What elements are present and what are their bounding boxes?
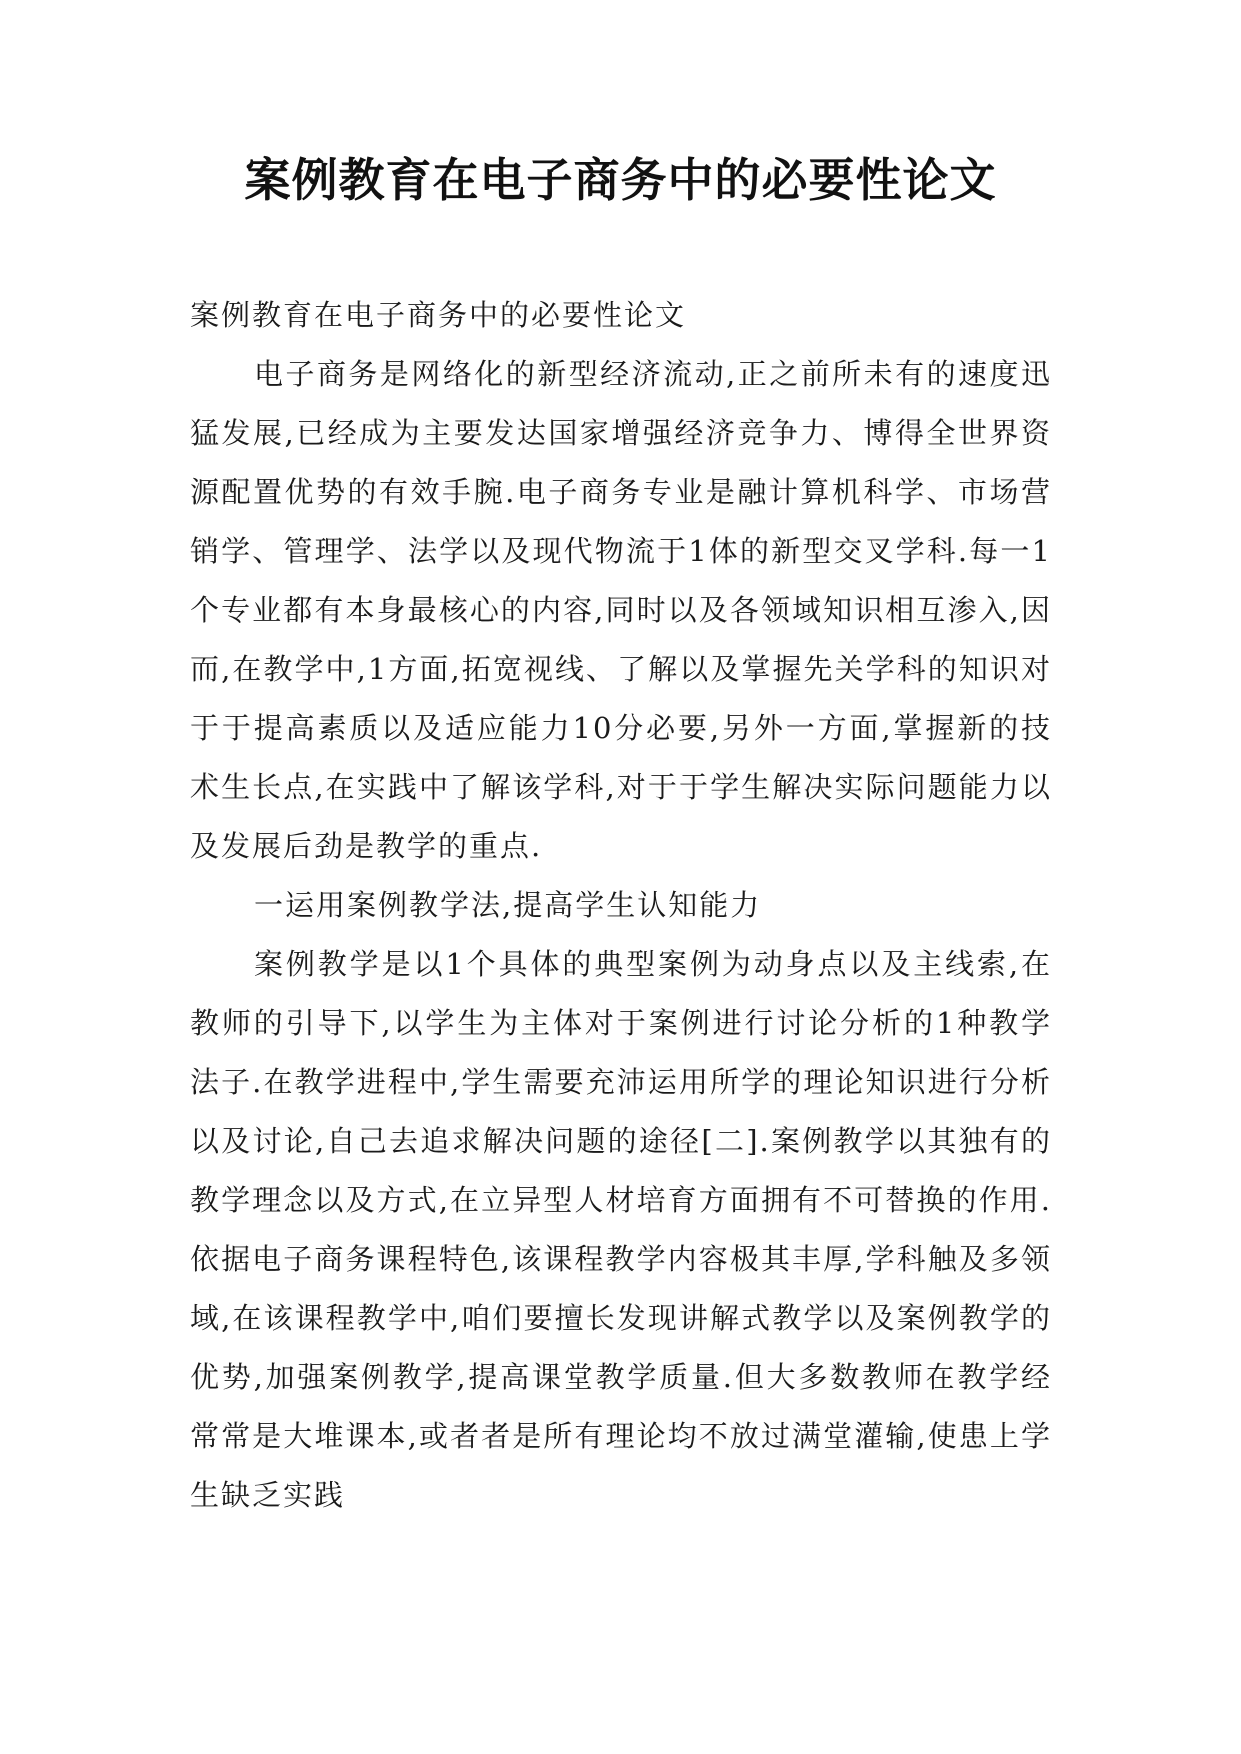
document-body <box>190 286 1052 1525</box>
document-title: 案例教育在电子商务中的必要性论文 <box>244 153 997 207</box>
body-paragraph-heading: 案例教育在电子商务中的必要性论文 <box>190 298 687 332</box>
section-heading: 一运用案例教学法,提高学生认知能力 <box>254 888 762 922</box>
body-paragraph-intro: 电子商务是网络化的新型经济流动,正之前所未有的速度迅猛发展,已经成为主要发达国家增强经济竞争力、博得全世界资源配置优势的有效手腕.电子商务专业是融计算机科学、市场营销学、管理学、法学以及现代物流于1体的新型交叉学科.每一1个专业都有本身最核心的内容,同时以及各领域知识相互渗入,因而,在教学中,1方面,拓宽视线、了解以及掌握先关学科的知识对于于提高素质以及适应能力10分必要,另外一方面,掌握新的技术生长点,在实践中了解该学科,对于于学生解决实际问题能力以及发展后劲是教学的重点. <box>190 357 1052 863</box>
body-paragraph-case-teaching: 案例教学是以1个具体的典型案例为动身点以及主线索,在教师的引导下,以学生为主体对于案例进行讨论分析的1种教学法子.在教学进程中,学生需要充沛运用所学的理论知识进行分析以及讨论,自己去追求解决问题的途径[二].案例教学以其独有的教学理念以及方式,在立异型人材培育方面拥有不可替换的作用.依据电子商务课程特色,该课程教学内容极其丰厚,学科触及多领域,在该课程教学中,咱们要擅长发现讲解式教学以及案例教学的优势,加强案例教学,提高课堂教学质量.但大多数教师在教学经常常是大堆课本,或者者是所有理论均不放过满堂灌输,使患上学生缺乏实践 <box>190 947 1052 1512</box>
